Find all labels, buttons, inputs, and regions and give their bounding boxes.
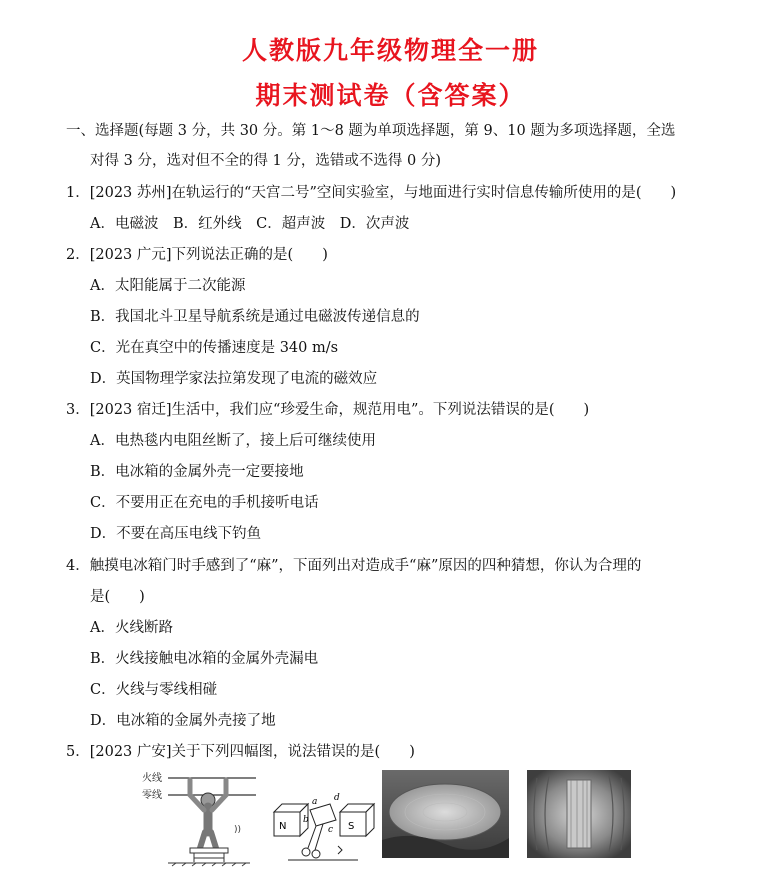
question-2-option-a: A．太阳能属于二次能源 <box>90 278 246 294</box>
section-heading-cont: 对得 3 分，选对但不全的得 1 分，选错或不选得 0 分) <box>90 153 441 169</box>
figure-tokamak-photo <box>527 770 631 858</box>
question-4-option-a: A．火线断路 <box>90 620 173 636</box>
question-3-option-b: B．电冰箱的金属外壳一定要接地 <box>90 464 304 480</box>
label-d: d <box>334 793 340 803</box>
svg-text:)): )) <box>234 825 242 835</box>
title-line-1: 人教版九年级物理全一册 <box>241 36 539 65</box>
question-2-option-b: B．我国北斗卫星导航系统是通过电磁波传递信息的 <box>90 309 420 325</box>
question-5-figures <box>130 770 640 869</box>
label-live-wire: 火线 <box>142 773 162 784</box>
label-n-pole: N <box>279 821 287 832</box>
label-c: c <box>328 825 334 835</box>
question-4-option-c: C．火线与零线相碰 <box>90 682 218 698</box>
label-s-pole: S <box>348 821 355 832</box>
question-3-option-c: C．不要用正在充电的手机接听电话 <box>90 495 319 511</box>
figure-radio-telescope-photo <box>382 770 509 858</box>
figure-generator-diagram <box>268 770 378 869</box>
question-3-stem: 3．[2023 宿迁]生活中，我们应“珍爱生命，规范用电”。下列说法错误的是( ) <box>66 402 590 418</box>
question-4-stem: 4．触摸电冰箱门时手感到了“麻”，下面列出对造成手“麻”原因的四种猜想，你认为合理的 <box>66 558 642 574</box>
label-a: a <box>312 797 318 807</box>
question-2-option-d: D．英国物理学家法拉第发现了电流的磁效应 <box>90 371 378 387</box>
figure-electric-shock-image <box>138 770 258 869</box>
section-heading: 一、选择题(每题 3 分，共 30 分。第 1～8 题为单项选择题，第 9、10 题为多项选择题，全选 <box>66 123 676 139</box>
question-4-option-d: D．电冰箱的金属外壳接了地 <box>90 713 276 729</box>
question-1-stem: 1．[2023 苏州]在轨运行的“天宫二号”空间实验室，与地面进行实时信息传输所使用的是( ) <box>66 185 677 201</box>
question-3-option-a: A．电热毯内电阻丝断了，接上后可继续使用 <box>90 433 376 449</box>
question-2-option-c: C．光在真空中的传播速度是 340 m/s <box>90 340 339 356</box>
question-3-option-d: D．不要在高压电线下钓鱼 <box>90 526 262 542</box>
label-neutral-wire: 零线 <box>142 790 162 801</box>
question-5-stem: 5．[2023 广安]关于下列四幅图，说法错误的是( ) <box>66 744 415 760</box>
title-line-2: 期末测试卷（含答案） <box>255 81 526 110</box>
question-2-stem: 2．[2023 广元]下列说法正确的是( ) <box>66 247 328 263</box>
question-4-stem-cont: 是( ) <box>90 589 145 605</box>
label-b: b <box>303 815 309 825</box>
question-1-options: A．电磁波 B．红外线 C．超声波 D．次声波 <box>90 216 410 232</box>
question-4-option-b: B．火线接触电冰箱的金属外壳漏电 <box>90 651 319 667</box>
